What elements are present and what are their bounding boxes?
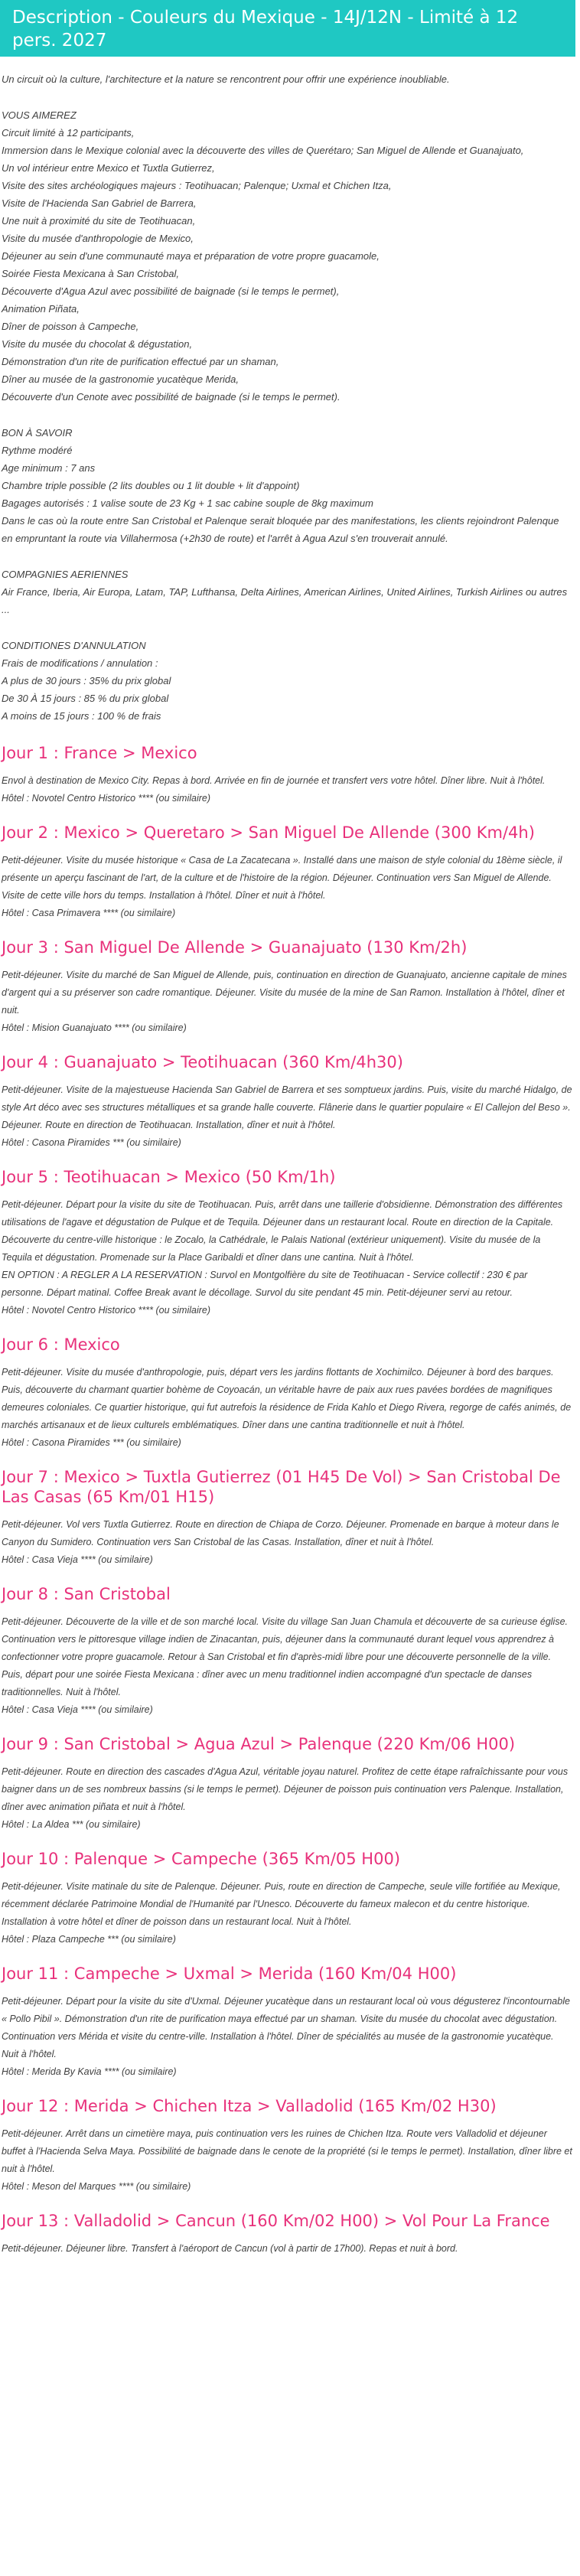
list-item: Animation Piñata, [2,303,80,315]
day-title: Jour 11 : Campeche > Uxmal > Merida (160 Km/04 H00) [2,1965,457,1983]
day-description: Petit-déjeuner. Visite du musée historique « Casa de La Zacatecana ». Installé dans une maison de style colonial du 18ème siècle, il présente un aperçu fascinant de l'art, de la culture et de l'histoire de la région. Déjeuner. Continuation vers San Miguel de Allende. Visite de cette ville hors du temps. Installation à l'hôtel. Dîner et nuit à l'hôtel. Hôtel : Casa Primavera **** (ou similaire) [2,855,562,918]
day-title: Jour 6 : Mexico [2,1335,120,1354]
day-title: Jour 7 : Mexico > Tuxtla Gutierrez (01 H45 De Vol) > San Cristobal De Las Casas (65 Km/01 H15) [2,1468,561,1506]
annulation-list [2,654,572,725]
list-item: Circuit limité à 12 participants, [2,127,135,139]
day-title: Jour 2 : Mexico > Queretaro > San Miguel De Allende (300 Km/4h) [2,823,535,842]
day-description: Petit-déjeuner. Départ pour la visite du site de Teotihuacan. Puis, arrêt dans une taillerie d'obsidienne. Démonstration des différentes utilisations de l'agave et dégustation de Pulque et de Tequila. Déjeuner dans un restaurant local. Route en direction de la Capitale. Découverte du centre-ville historique : le Zocalo, la Cathédrale, le Palais National (extérieur uniquement). Visite du musée de la Tequila et dégustation. Promenade sur la Place Garibaldi et dîner dans une cantina. Nuit à l'hôtel. EN OPTION : A REGLER A LA RESERVATION : Survol en Montgolfière du site de Teotihuacan - Service collectif : 230 € par personne. Départ matinal. Coffee Break avant le décollage. Survol du site pendant 45 min. Petit-déjeuner servi au retour. Hôtel : Novotel Centro Historico **** (ou similaire) [2,1199,563,1316]
list-item: Visite de l'Hacienda San Gabriel de Barrera, [2,197,197,209]
day-section [0,743,580,807]
day-description: Petit-déjeuner. Départ pour la visite du site d'Uxmal. Déjeuner yucatèque dans un restaurant local où vous dégusterez l'incontournable « Pollo Pibil ». Démonstration d'un rite de purification maya effectué par un shaman. Visite du musée du chocolat avec dégustation. Continuation vers Mérida et visite du centre-ville. Installation à l'hôtel. Dîner de spécialités au musée de la gastronomie yucatèque. Nuit à l'hôtel. Hôtel : Merida By Kavia **** (ou similaire) [2,1996,570,2077]
list-item: Chambre triple possible (2 lits doubles ou 1 lit double + lit d'appoint) [2,480,300,491]
day-section [0,1467,580,1569]
day-section [0,1335,580,1452]
list-item: Démonstration d'un rite de purification effectué par un shaman, [2,356,279,367]
intro-section [0,70,574,725]
day-description: Petit-déjeuner. Visite du marché de San Miguel de Allende, puis, continuation en direction de Guanajuato, ancienne capitale de mines d'argent qui a su préserver son cadre romantique. Déjeuner. Visite du musée de la mine de San Ramon. Installation à l'hôtel, dîner et nuit. Hôtel : Mision Guanajuato **** (ou similaire) [2,970,567,1033]
day-description: Petit-déjeuner. Visite matinale du site de Palenque. Déjeuner. Puis, route en direction de Campeche, seule ville fortifiée au Mexique, récemment déclarée Patrimoine Mondial de l'Humanité par l'Unesco. Découverte du fameux malecon et du centre historique. Installation à votre hôtel et dîner de poisson dans un restaurant local. Nuit à l'hôtel. Hôtel : Plaza Campeche *** (ou similaire) [2,1881,561,1945]
day-section [0,1964,580,2081]
day-description: Petit-déjeuner. Arrêt dans un cimetière maya, puis continuation vers les ruines de Chichen Itza. Route vers Valladolid et déjeuner buffet à l'Hacienda Selva Maya. Possibilité de baignade dans le cenote de la propriété (si le temps le permet). Installation, dîner libre et nuit à l'hôtel. Hôtel : Meson del Marques **** (ou similaire) [2,2128,572,2192]
list-item: Découverte d'Agua Azul avec possibilité de baignade (si le temps le permet), [2,285,340,297]
day-description: Petit-déjeuner. Visite du musée d'anthropologie, puis, départ vers les jardins flottants de Xochimilco. Déjeuner à bord des barques. Puis, découverte du charmant quartier bohème de Coyoacán, un véritable havre de paix aux rues pavées bordées de magnifiques demeures coloniales. Ce quartier historique, qui fut autrefois la résidence de Frida Kahlo et Diego Rivera, regorge de cafés animés, de marchés artisanaux et de lieux culturels emblématiques. Dîner dans une cantina traditionnelle et nuit à l'hôtel. Hôtel : Casona Piramides *** (ou similaire) [2,1367,572,1448]
day-section [0,2211,580,2258]
day-description: Petit-déjeuner. Visite de la majestueuse Hacienda San Gabriel de Barrera et ses somptueux jardins. Puis, visite du marché Hidalgo, de style Art déco avec ses structures métalliques et sa grande halle couverte. Flânerie dans le quartier populaire « El Callejon del Beso ». Déjeuner. Route en direction de Teotihuacan. Installation, dîner et nuit à l'hôtel. Hôtel : Casona Piramides *** (ou similaire) [2,1084,572,1148]
day-section [0,1849,580,1948]
day-title: Jour 5 : Teotihuacan > Mexico (50 Km/1h) [2,1168,336,1186]
day-title: Jour 1 : France > Mexico [2,744,197,762]
list-item: Age minimum : 7 ans [2,462,96,474]
section-heading: COMPAGNIES AERIENNES [2,569,129,580]
day-description: Petit-déjeuner. Vol vers Tuxtla Gutierrez. Route en direction de Chiapa de Corzo. Déjeuner. Promenade en barque à moteur dans le Canyon du Sumidero. Continuation vers San Cristobal de las Casas. Installation, dîner et nuit à l'hôtel. Hôtel : Casa Vieja **** (ou similaire) [2,1519,559,1565]
list-item: Déjeuner au sein d'une communauté maya et préparation de votre propre guacamole, [2,250,380,262]
list-item: Frais de modifications / annulation : [2,657,158,669]
list-item: Un vol intérieur entre Mexico et Tuxtla Gutierrez, [2,162,215,174]
day-title: Jour 10 : Palenque > Campeche (365 Km/05 H00) [2,1850,401,1868]
vous-aimerez-list [2,124,572,406]
day-section [0,1052,580,1152]
list-item: Dîner au musée de la gastronomie yucatèque Merida, [2,373,239,385]
list-item: Visite du musée d'anthropologie de Mexico, [2,233,194,244]
day-description: Envol à destination de Mexico City. Repas à bord. Arrivée en fin de journée et transfert vers votre hôtel. Dîner libre. Nuit à l'hôtel. Hôtel : Novotel Centro Historico **** (ou similaire) [2,775,546,804]
section-heading: BON À SAVOIR [2,427,73,439]
vous-aimerez-section [2,106,572,406]
day-title: Jour 8 : San Cristobal [2,1585,171,1603]
day-title: Jour 4 : Guanajuato > Teotihuacan (360 Km/4h30) [2,1053,403,1071]
list-item: Rythme modéré [2,445,73,456]
day-description: Petit-déjeuner. Découverte de la ville et de son marché local. Visite du village San Juan Chamula et découverte de sa curieuse église. Continuation vers le pittoresque village indien de Zinacantan, puis, déjeuner dans la communauté durant lequel vous apprendrez à confectionner votre propre guacamole. Retour à San Cristobal et fin d'après-midi libre pour une découverte personnelle de la ville. Puis, départ pour une soirée Fiesta Mexicana : dîner avec un menu traditionnel indien accompagné d'un spectacle de danses traditionnelles. Nuit à l'hôtel. Hôtel : Casa Vieja **** (ou similaire) [2,1616,569,1715]
bon-a-savoir-section [2,424,572,547]
list-item: A plus de 30 jours : 35% du prix global [2,675,171,686]
list-item: De 30 À 15 jours : 85 % du prix global [2,693,169,704]
compagnies-section [2,566,572,618]
day-section [0,1167,580,1319]
list-item: Bagages autorisés : 1 valise soute de 23 Kg + 1 sac cabine souple de 8kg maximum [2,497,373,509]
list-item: Visite des sites archéologiques majeurs : Teotihuacan; Palenque; Uxmal et Chichen Itza, [2,180,392,191]
day-title: Jour 13 : Valladolid > Cancun (160 Km/02 H00) > Vol Pour La France [2,2212,550,2230]
list-item: Une nuit à proximité du site de Teotihuacan, [2,215,196,227]
bon-a-savoir-list [2,442,572,547]
itinerary [0,743,580,2258]
list-item: Soirée Fiesta Mexicana à San Cristobal, [2,268,179,279]
day-description: Petit-déjeuner. Route en direction des cascades d'Agua Azul, véritable joyau naturel. Profitez de cette étape rafraîchissante pour vous baigner dans un de ses nombreux bassins (si le temps le permet). Déjeuner de poisson puis continuation vers Palenque. Installation, dîner avec animation piñata et nuit à l'hôtel. Hôtel : La Aldea *** (ou similaire) [2,1766,569,1830]
intro-text: Un circuit où la culture, l'architecture et la nature se rencontrent pour offrir une expérience inoubliable. [2,73,450,85]
page-title: Description - Couleurs du Mexique - 14J/12N - Limité à 12 pers. 2027 [0,0,575,57]
day-section [0,1734,580,1834]
section-heading: CONDITIONES D'ANNULATION [2,640,146,651]
list-item: Découverte d'un Cenote avec possibilité de baignade (si le temps le permet). [2,391,341,403]
list-item: Dans le cas où la route entre San Cristobal et Palenque serait bloquée par des manifestations, les clients rejoindront Palenque en empruntant la route via Villahermosa (+2h30 de route) et l'arrêt à Agua Azul s'en trouverait annulé. [2,515,559,544]
day-description: Petit-déjeuner. Déjeuner libre. Transfert à l'aéroport de Cancun (vol à partir de 17h00). Repas et nuit à bord. [2,2243,458,2254]
day-title: Jour 12 : Merida > Chichen Itza > Valladolid (165 Km/02 H30) [2,2097,497,2115]
day-section [0,937,580,1037]
list-item: Visite du musée du chocolat & dégustation, [2,338,193,350]
list-item: Dîner de poisson à Campeche, [2,321,139,332]
list-item: A moins de 15 jours : 100 % de frais [2,710,161,722]
list-item: Immersion dans le Mexique colonial avec la découverte des villes de Querétaro; San Miguel de Allende et Guanajuato, [2,145,524,156]
day-title: Jour 9 : San Cristobal > Agua Azul > Palenque (220 Km/06 H00) [2,1735,516,1753]
day-section [0,823,580,922]
compagnies-list [2,583,572,618]
day-title: Jour 3 : San Miguel De Allende > Guanajuato (130 Km/2h) [2,938,468,957]
section-heading: VOUS AIMEREZ [2,109,77,121]
day-section [0,2096,580,2196]
list-item: Air France, Iberia, Air Europa, Latam, TAP, Lufthansa, Delta Airlines, American Airlines, United Airlines, Turkish Airlines ou autres ... [2,586,568,615]
annulation-section [2,637,572,725]
day-section [0,1584,580,1719]
